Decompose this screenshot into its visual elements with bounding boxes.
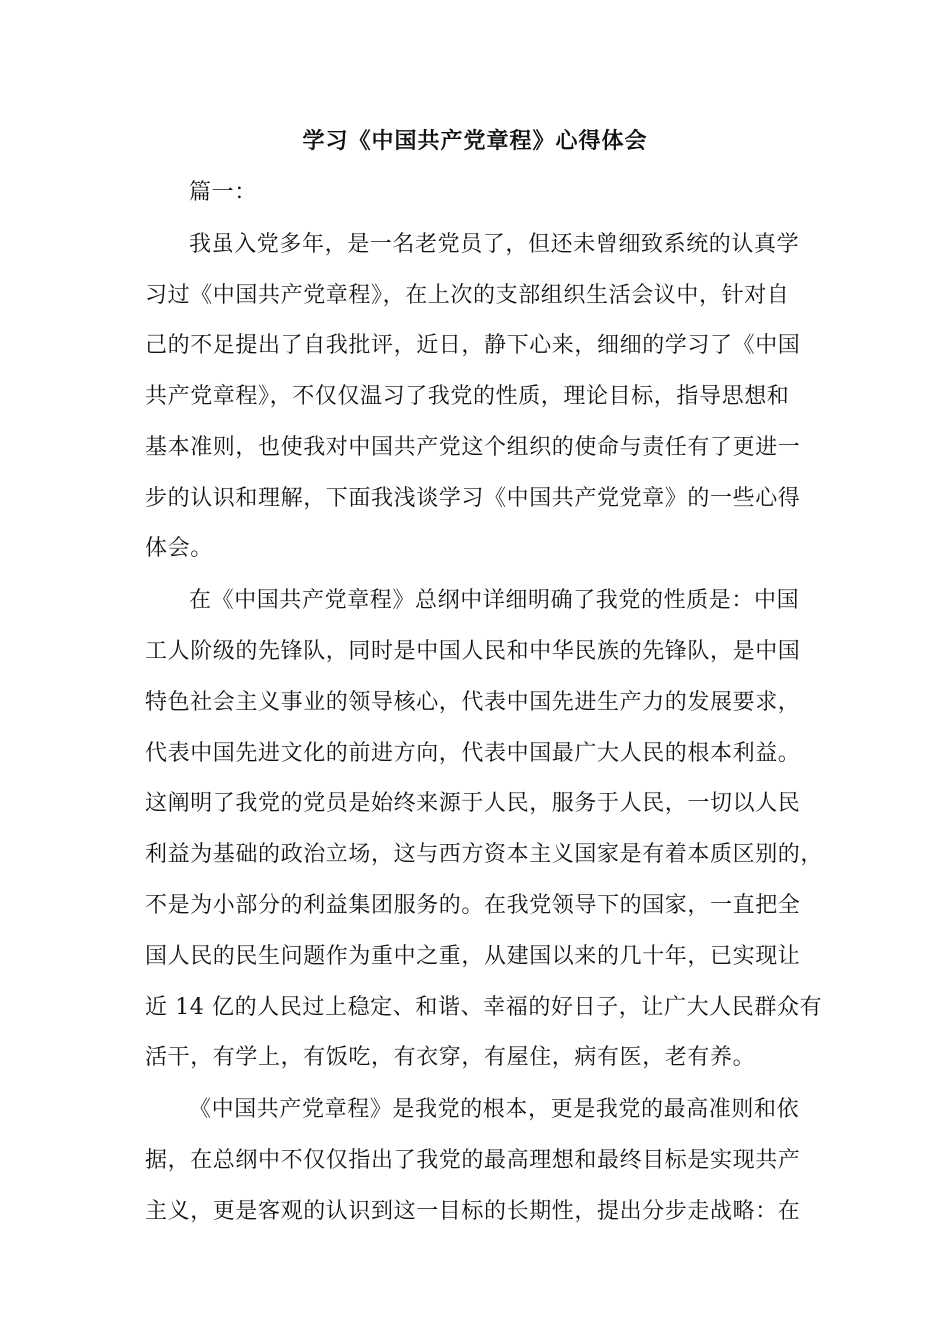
- paragraph-line: 工人阶级的先锋队，同时是中国人民和中华民族的先锋队，是中国: [145, 639, 801, 664]
- paragraph-line: 体会。: [145, 536, 213, 561]
- paragraph-line: 步的认识和理解，下面我浅谈学习《中国共产党党章》的一些心得: [145, 486, 801, 511]
- paragraph-line: 基本准则，也使我对中国共产党这个组织的使命与责任有了更进一: [145, 435, 801, 460]
- paragraph-line: 这阐明了我党的党员是始终来源于人民，服务于人民，一切以人民: [145, 791, 801, 816]
- paragraph-line: 己的不足提出了自我批评，近日，静下心来，细细的学习了《中国: [145, 333, 801, 358]
- paragraph-line: 在《中国共产党章程》总纲中详细明确了我党的性质是：中国: [189, 588, 800, 613]
- paragraph-line: 主义，更是客观的认识到这一目标的长期性，提出分步走战略：在: [145, 1199, 801, 1224]
- paragraph-line: 《中国共产党章程》是我党的根本，更是我党的最高准则和依: [189, 1097, 800, 1122]
- paragraph-line: 近 14 亿的人民过上稳定、和谐、幸福的好日子，让广大人民群众有: [145, 995, 823, 1020]
- paragraph-line: 利益为基础的政治立场，这与西方资本主义国家是有着本质区别的，: [145, 842, 824, 867]
- paragraph-line: 国人民的民生问题作为重中之重，从建国以来的几十年，已实现让: [145, 944, 801, 969]
- paragraph-line: 据，在总纲中不仅仅指出了我党的最高理想和最终目标是实现共产: [145, 1148, 801, 1173]
- paragraph-line: 共产党章程》，不仅仅温习了我党的性质，理论目标，指导思想和: [145, 384, 790, 409]
- paragraph-line: 活干，有学上，有饭吃，有衣穿，有屋住，病有医，老有养。: [145, 1045, 756, 1070]
- paragraph-line: 不是为小部分的利益集团服务的。在我党领导下的国家，一直把全: [145, 893, 801, 918]
- document-title: 学习《中国共产党章程》心得体会: [302, 128, 648, 154]
- paragraph-line: 我虽入党多年，是一名老党员了，但还未曾细致系统的认真学: [189, 232, 800, 257]
- section-label: 篇一：: [189, 180, 257, 205]
- paragraph-line: 代表中国先进文化的前进方向，代表中国最广大人民的根本利益。: [145, 741, 801, 766]
- paragraph-line: 特色社会主义事业的领导核心，代表中国先进生产力的发展要求，: [145, 690, 801, 715]
- paragraph-line: 习过《中国共产党章程》，在上次的支部组织生活会议中，针对自: [145, 283, 790, 308]
